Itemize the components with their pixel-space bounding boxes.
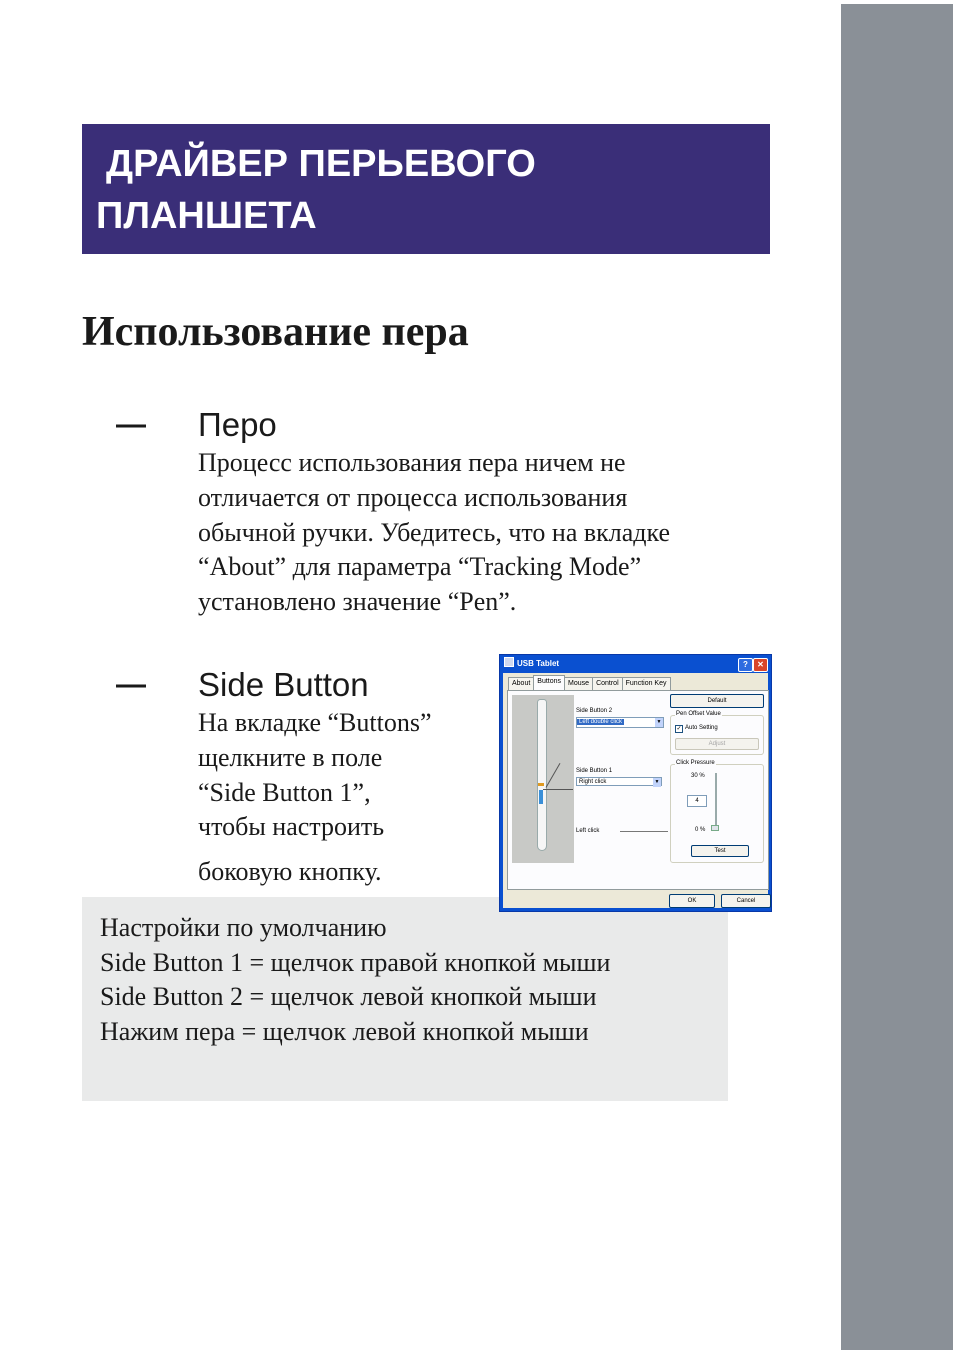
side-button-1-value: Right click [579, 779, 607, 785]
tip-pointer-line [620, 831, 668, 832]
pointer-line [543, 789, 573, 790]
pressure-value-field[interactable]: 4 [687, 795, 707, 807]
help-button[interactable]: ? [738, 658, 753, 672]
banner-line-1: ДРАЙВЕР ПЕРЬЕВОГО [106, 143, 536, 185]
default-button[interactable]: Default [670, 694, 764, 708]
side-button-2-value: Left double click [579, 719, 623, 725]
section-title: Использование пера [82, 309, 469, 355]
dialog-title: USB Tablet [517, 659, 560, 668]
side-button-2-select[interactable] [576, 717, 664, 728]
pen-offset-group [670, 711, 764, 755]
side-button-1-label: Side Button 1 [576, 768, 613, 774]
tip-label: Left click [576, 828, 600, 834]
side-button-1-select[interactable] [576, 777, 662, 786]
text-line: обычной ручки. Убедитесь, что на вкладке [198, 517, 671, 547]
item-text-pen [198, 446, 670, 620]
text-line: щелкните в поле [198, 742, 383, 772]
ok-button[interactable]: OK [669, 894, 715, 908]
dialog-titlebar [500, 655, 771, 673]
auto-setting-label: Auto Setting [685, 725, 718, 731]
tab-about[interactable]: About [508, 677, 534, 690]
tab-function-key[interactable]: Function Key [622, 677, 671, 690]
tab-control[interactable]: Control [592, 677, 623, 690]
buttons-tab-panel [507, 690, 769, 890]
item-text-side-button [198, 706, 431, 890]
close-button[interactable]: ✕ [753, 658, 768, 672]
text-line: “Side Button 1”, [198, 777, 371, 807]
defaults-line: Side Button 1 = щелчок правой кнопкой мыши [100, 947, 611, 977]
side-strip [841, 4, 953, 1350]
click-pressure-group [670, 760, 764, 863]
text-line: На вкладке “Buttons” [198, 708, 432, 737]
text-line: отличается от процесса использования [198, 482, 628, 512]
text-line: чтобы настроить [198, 812, 385, 842]
defaults-line: Настройки по умолчанию [100, 913, 387, 942]
pressure-slider-thumb[interactable] [711, 825, 719, 831]
item-title-side-button: Side Button [198, 666, 369, 703]
adjust-button[interactable]: Adjust [675, 738, 759, 750]
item-dash: — [116, 668, 146, 701]
pressure-min-label: 0 % [695, 827, 706, 833]
click-pressure-group-title: Click Pressure [676, 760, 715, 766]
text-line: Процесс использования пера ничем не [198, 448, 626, 477]
tablet-app-icon [504, 657, 514, 667]
side-button-2-label: Side Button 2 [576, 708, 613, 714]
pen-body-icon [537, 699, 547, 851]
text-line: “About” для параметра “Tracking Mode” [198, 552, 642, 582]
defaults-box [82, 897, 728, 1101]
chevron-down-icon[interactable]: ▼ [654, 779, 660, 785]
defaults-line: Side Button 2 = щелчок левой кнопкой мыши [100, 982, 597, 1011]
pen-side-button-2-icon [538, 783, 544, 786]
tab-buttons[interactable]: Buttons [533, 675, 565, 690]
dialog-tabs [508, 677, 670, 690]
defaults-line: Нажим пера = щелчок левой кнопкой мыши [100, 1016, 589, 1046]
pen-illustration [512, 695, 574, 863]
pen-offset-group-title: Pen Offset Value [676, 711, 721, 717]
chapter-banner [82, 124, 770, 254]
item-title-pen: Перо [198, 406, 277, 443]
pen-side-button-1-icon [539, 790, 543, 804]
tab-mouse[interactable]: Mouse [564, 677, 593, 690]
test-button[interactable]: Test [691, 845, 749, 857]
usb-tablet-dialog [499, 654, 772, 912]
text-line: установлено значение “Pen”. [198, 587, 517, 617]
pressure-max-label: 30 % [691, 773, 705, 779]
auto-setting-checkbox[interactable]: ✓ [676, 726, 682, 732]
item-dash: — [116, 408, 146, 441]
banner-line-2: ПЛАНШЕТА [96, 195, 317, 237]
cancel-button[interactable]: Cancel [721, 894, 771, 908]
dialog-client [503, 673, 768, 908]
pressure-slider-track[interactable] [715, 773, 717, 831]
chevron-down-icon[interactable]: ▼ [656, 719, 662, 725]
text-line: боковую кнопку. [198, 857, 382, 887]
